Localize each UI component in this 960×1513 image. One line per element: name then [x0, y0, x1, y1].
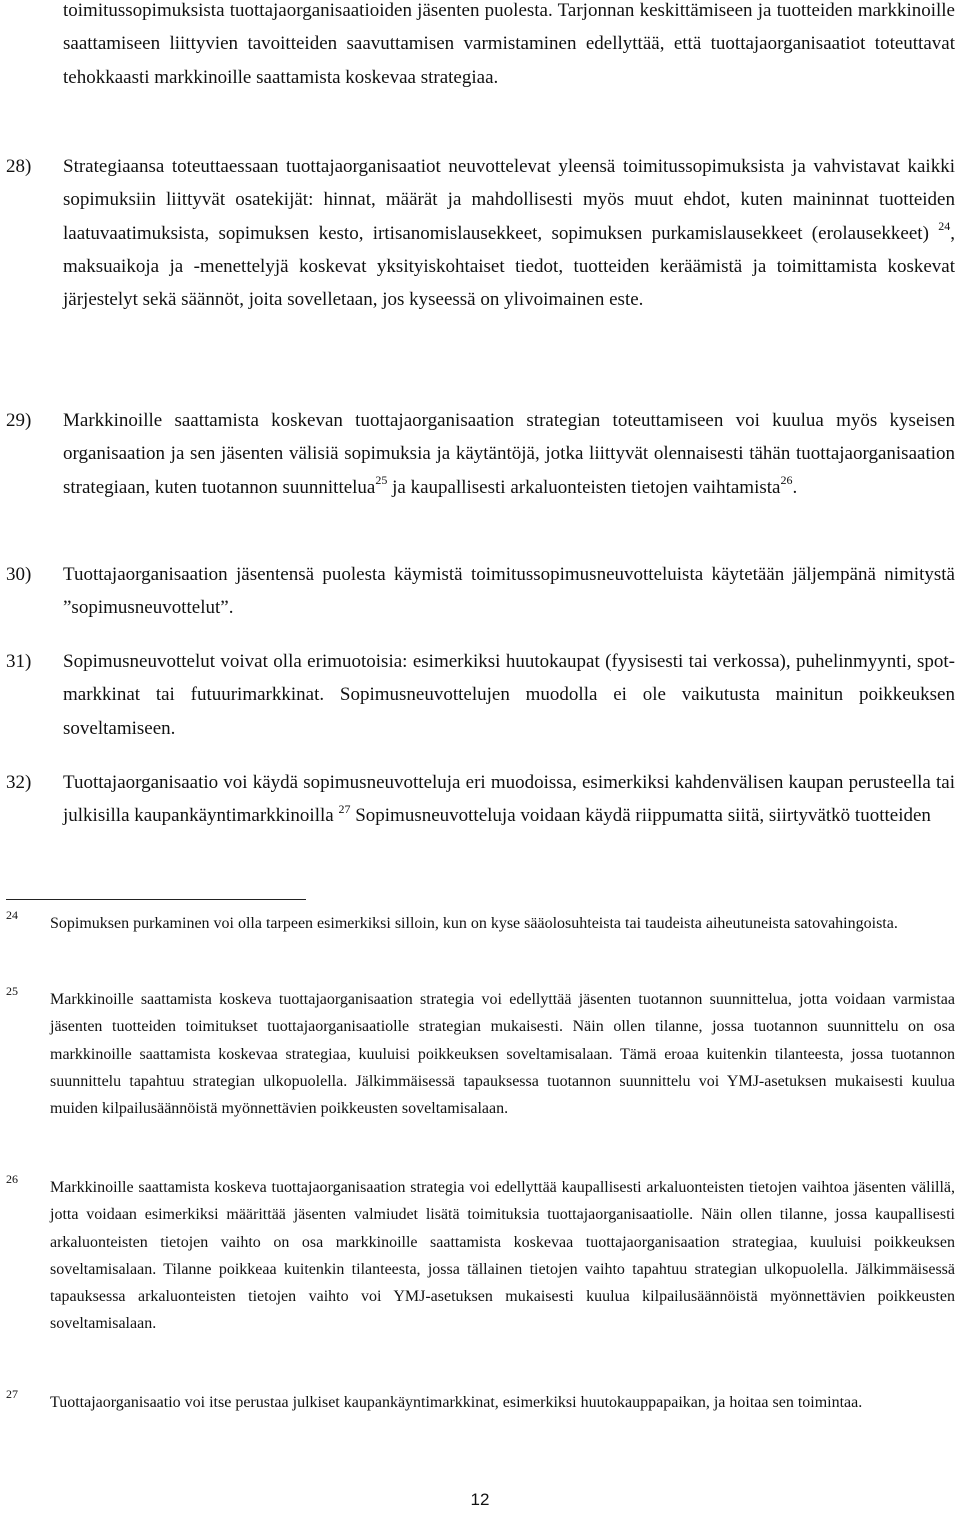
- paragraph-28: [0, 150, 955, 316]
- paragraph-number: 32): [6, 772, 32, 793]
- footnote-number: 24: [6, 908, 18, 922]
- paragraph-number: 28): [6, 156, 32, 177]
- paragraph-29: [0, 404, 955, 504]
- footnote-ref-25[interactable]: 25: [375, 473, 388, 488]
- footnote-26: [0, 1174, 955, 1338]
- paragraph-number: 31): [6, 651, 32, 672]
- footnote-ref-26[interactable]: 26: [780, 473, 793, 488]
- footnote-text: Tuottajaorganisaatio voi itse perustaa julkiset kaupankäyntimarkkinat, esimerkiksi huutokauppapaikan, ja hoitaa sen toimintaa.: [50, 1394, 863, 1411]
- footnote-ref-24[interactable]: 24: [938, 219, 951, 234]
- footnote-25: [0, 986, 955, 1122]
- continued-paragraph-text: toimitussopimuksista tuottajaorganisaatioiden jäsenten puolesta. Tarjonnan keskittämiseen ja tuotteiden markkinoille saattamiseen liittyvien tavoitteiden saavuttamisen varmistaminen edellyttää, että tuottajaorganisaatiot toteuttavat tehokkaasti markkinoille saattamista koskevaa strategiaa.: [63, 0, 955, 88]
- page-number: 12: [470, 1490, 490, 1509]
- paragraph-text: Strategiaansa toteuttaessaan tuottajaorganisaatiot neuvottelevat yleensä toimitussopimuksista ja vahvistavat kaikki sopimuksiin liittyvät osatekijät: hinnat, määrät ja mahdollisesti myös muut ehdot, kuten maininnat tuotteiden laatuvaatimuksista, sopimuksen kesto, irtisanomislausekkeet, sopimuksen purkamislausekkeet (erolausekkeet) $^{24}$, maksuaikoja ja -menettelyjä koskevat yksityiskohtaiset tiedot, tuotteiden keräämistä ja toimittamista koskevat järjestelyt sekä säännöt, joita sovelletaan, jos kyseessä on ylivoimainen este.: [63, 156, 955, 311]
- footnote-text: Sopimuksen purkaminen voi olla tarpeen esimerkiksi silloin, kun on kyse sääolosuhteista tai taudeista aiheutuneista satovahingoista.: [50, 915, 898, 932]
- footnote-separator: [6, 899, 306, 900]
- paragraph-number: 29): [6, 410, 32, 431]
- footnote-number: 26: [6, 1172, 18, 1186]
- paragraph-text: Sopimusneuvottelut voivat olla erimuotoisia: esimerkiksi huutokaupat (fyysisesti tai verkossa), puhelinmyynti, spot-markkinat tai futuurimarkkinat. Sopimusneuvottelujen muodolla ei ole vaikutusta mainitun poikkeuksen soveltamiseen.: [63, 651, 955, 739]
- paragraph-number: 30): [6, 564, 32, 585]
- paragraph-text: Tuottajaorganisaation jäsentensä puolesta käymistä toimitussopimusneuvotteluista käytetään jäljempänä nimitystä ”sopimusneuvottelut”.: [63, 564, 955, 619]
- paragraph-30: [0, 558, 955, 625]
- paragraph-text: Markkinoille saattamista koskevan tuottajaorganisaation strategian toteuttamiseen voi kuulua myös kyseisen organisaation ja sen jäsenten välisiä sopimuksia ja käytäntöjä, jotka liittyvät olennaisesti tähän tuottajaorganisaation strategiaan, kuten tuotannon suunnittelua$^{25}$ ja kaupallisesti arkaluonteisten tietojen vaihtamista$^{26}$.: [63, 410, 955, 498]
- footnote-text: Markkinoille saattamista koskeva tuottajaorganisaation strategia voi edellyttää kaupallisesti arkaluonteisten tietojen vaihtoa jäsenten välillä, jotta voidaan esimerkiksi määrittää jäsenten valmiudet lisätä toimituksia tuottajaorganisaatiolle. Näin ollen tilanne, jossa kaupallisesti arkaluonteisten tietojen vaihto on osa markkinoille saattamista koskevaa tuottajaorganisaation strategiaa, kuuluisi poikkeuksen soveltamisalaan. Tilanne poikkeaa kuitenkin tilanteesta, jossa tällainen tietojen vaihto tapahtuu strategian ulkopuolella. Jälkimmäisessä tapauksessa arkaluonteisten tietojen vaihto voi YMJ-asetuksen mukaisesti kuulua kilpailusäännöistä myönnettävien poikkeusten soveltamisalaan.: [50, 1179, 955, 1333]
- footnote-24: [0, 910, 955, 937]
- paragraph-32: [0, 766, 955, 833]
- paragraph-text: Tuottajaorganisaatio voi käydä sopimusneuvotteluja eri muodoissa, esimerkiksi kahdenvälisen kaupan perusteella tai julkisilla kaupankäyntimarkkinoilla $^{27}$ Sopimusneuvotteluja voidaan käydä riippumatta siitä, siirtyvätkö tuotteiden: [63, 772, 955, 827]
- footnote-text: Markkinoille saattamista koskeva tuottajaorganisaation strategia voi edellyttää jäsenten tuotannon suunnittelua, jotta voidaan varmistaa jäsenten tuotteiden toimitukset tuottajaorganisaatiolle strategian mukaisesti. Näin ollen tilanne, jossa tuotannon suunnittelu on osa markkinoille saattamista koskevaa strategiaa, kuuluisi poikkeuksen soveltamisalaan. Tämä eroaa kuitenkin tilanteesta, jossa tuotannon suunnittelu tapahtuu strategian ulkopuolella. Jälkimmäisessä tapauksessa tuotannon suunnittelu voi YMJ-asetuksen mukaisesti kuulua muiden kilpailusäännöistä myönnettävien poikkeusten soveltamisalaan.: [50, 991, 955, 1118]
- footnote-27: [0, 1389, 955, 1416]
- footnote-number: 25: [6, 984, 18, 998]
- footnote-number: 27: [6, 1387, 18, 1401]
- paragraph-31: [0, 645, 955, 745]
- footnote-ref-27[interactable]: 27: [338, 801, 351, 816]
